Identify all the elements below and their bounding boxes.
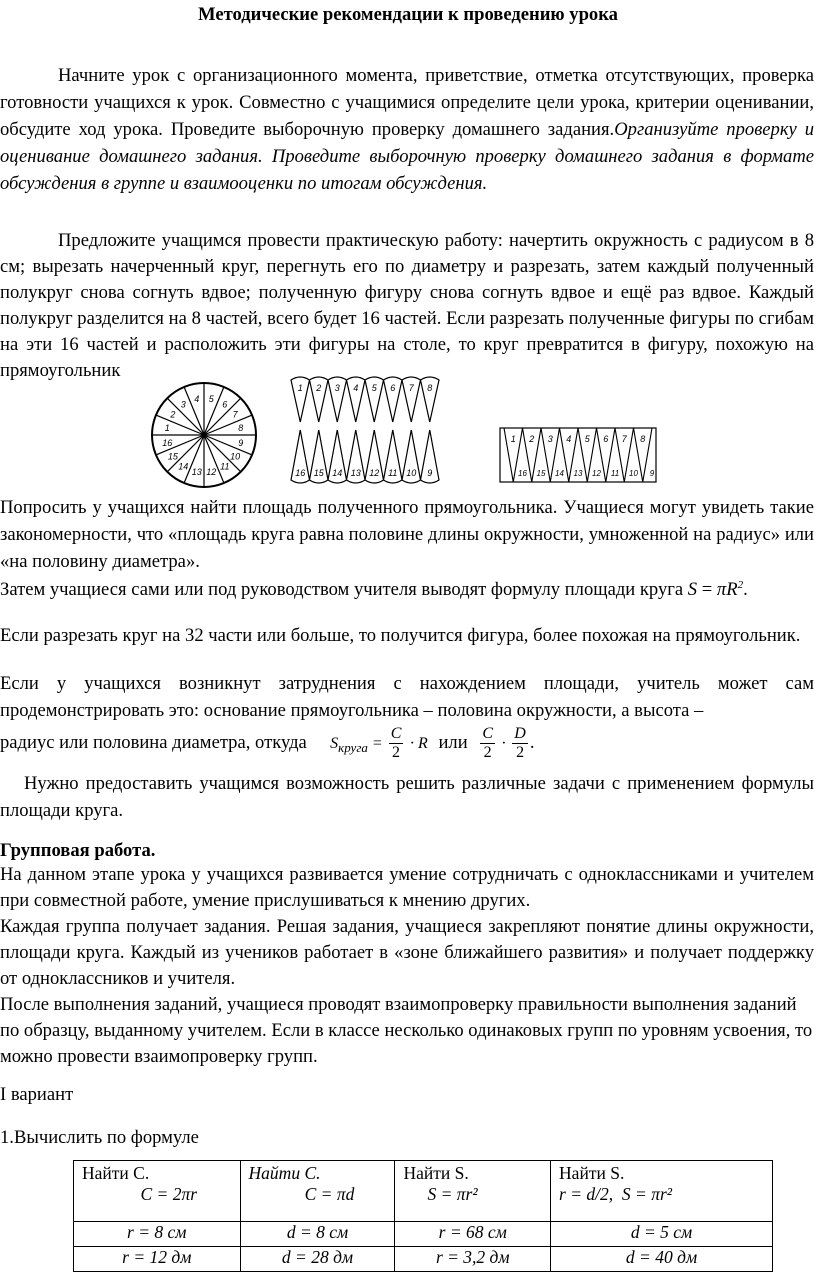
bottom-sector-label: 15 bbox=[313, 468, 324, 478]
sector-label: 6 bbox=[222, 399, 228, 410]
rect-top-label: 8 bbox=[640, 434, 646, 444]
sector-label: 13 bbox=[191, 467, 202, 478]
top-sector-label: 6 bbox=[390, 383, 396, 393]
paragraph-find-area: Попросить у учащихся найти площадь полученного прямоугольника. Учащиеся могут увидеть такие закономерности, что «площадь круга равна половине длины окружности, умноженной на радиус» или «на половину диаметра». bbox=[0, 497, 814, 572]
or-word: или bbox=[438, 732, 468, 753]
table-cell: r = 12 дм bbox=[74, 1247, 241, 1272]
table-cell: r = 3,2 дм bbox=[395, 1247, 551, 1272]
top-sector-label: 8 bbox=[427, 383, 433, 393]
intro-italic-text: Организуйте проверку и оценивание домашнего задания. Проведите выборочную проверку домашнего задания в формате обсуждения в группе и взаимооценки по итогам обсуждения. bbox=[0, 119, 814, 194]
bottom-sector-label: 10 bbox=[406, 468, 417, 478]
table-header-cell: Найти S. S = πr² bbox=[395, 1161, 551, 1222]
top-sector-label: 3 bbox=[334, 383, 340, 393]
table-cell: d = 40 дм bbox=[551, 1247, 773, 1272]
paragraph-group-tasks: Каждая группа получает задания. Решая задания, учащиеся закрепляют понятие длины окружности, площади круга. Каждый из учеников работает в «зоне ближайшего развития» и получает поддержку от одноклассников и учителя. bbox=[0, 916, 814, 989]
sector-label: 5 bbox=[208, 393, 214, 404]
rect-top-label: 3 bbox=[547, 434, 553, 444]
table-cell: d = 8 см bbox=[240, 1222, 395, 1247]
table-header-row bbox=[74, 1161, 773, 1222]
formula-s-kruga: $S_{круга}$ = bbox=[330, 735, 387, 756]
sector-label: 14 bbox=[178, 461, 189, 472]
rect-bottom-label: 10 bbox=[629, 469, 638, 478]
fraction-c-over-2: $\frac{C}{2}$ bbox=[390, 725, 402, 762]
group-work-heading: Групповая работа. bbox=[0, 840, 156, 861]
task-1-label: 1.Вычислить по формуле bbox=[0, 1127, 199, 1148]
bottom-sector-label: 9 bbox=[427, 468, 433, 478]
table-row bbox=[74, 1247, 773, 1272]
table-header-cell: Найти С. C = 2πr bbox=[74, 1161, 241, 1222]
sector-label: 2 bbox=[170, 409, 176, 420]
sector-label: 10 bbox=[230, 451, 241, 462]
top-sector-label: 2 bbox=[316, 383, 322, 393]
fraction-c-over-2b: $\frac{C}{2}$ bbox=[482, 725, 493, 762]
tasks-table bbox=[73, 1160, 773, 1272]
rect-bottom-label: 12 bbox=[592, 469, 601, 478]
intro-text: Начните урок с организационного момента, приветствие, отметка отсутствующих, проверка готовности учащихся к урок. Совместно с учащимися определите цели урока, критерии оценивании, обсудите ход урока. Проведите выборочную проверку домашнего задания. bbox=[0, 65, 814, 140]
bottom-sector-label: 14 bbox=[332, 468, 343, 478]
paragraph-teacher-demo: Если у учащихся возникнут затруднения с нахождением площади, учитель может сам продемонстрировать это: основание прямоугольника – половина окружности, а высота – bbox=[0, 673, 814, 721]
paragraph-area-formula: радиус или половина диаметра, откуда $S_{круга}$ = $\frac{C}{2}$ · R или $\frac{C}{2}$ · $\frac{D}{2}$ . bbox=[0, 725, 535, 762]
table-row bbox=[74, 1222, 773, 1247]
rectangle-like-drawing bbox=[496, 422, 666, 488]
fraction-d-over-2: $\frac{D}{2}$ bbox=[514, 725, 526, 762]
rect-top-label: 1 bbox=[510, 434, 516, 444]
sector-label: 1 bbox=[164, 423, 170, 434]
table-cell: r = 68 см bbox=[395, 1222, 551, 1247]
variant-label: I вариант bbox=[0, 1084, 74, 1105]
bottom-sector-label: 13 bbox=[350, 468, 361, 478]
paragraph-derive-formula: Затем учащиеся сами или под руководством учителя выводят формулу площади круга $S = \pi R^2$. bbox=[0, 579, 748, 601]
sector-label: 9 bbox=[238, 437, 244, 448]
area-formula-text: радиус или половина диаметра, откуда bbox=[0, 732, 307, 753]
table-header-cell: Найти С. C = πd bbox=[240, 1161, 395, 1222]
rect-bottom-label: 14 bbox=[555, 469, 564, 478]
rect-bottom-label: 9 bbox=[649, 469, 655, 478]
sector-label: 7 bbox=[232, 409, 238, 420]
derive-formula-text: Затем учащиеся сами или под руководством учителя выводят формулу площади круга bbox=[0, 579, 684, 601]
sector-rows-drawing bbox=[285, 372, 450, 487]
rect-bottom-label: 16 bbox=[518, 469, 527, 478]
top-sector-label: 4 bbox=[353, 383, 359, 393]
rect-top-label: 2 bbox=[529, 434, 535, 444]
table-cell: d = 5 см bbox=[551, 1222, 773, 1247]
sector-label: 11 bbox=[220, 461, 230, 472]
formula-s: S bbox=[687, 579, 698, 601]
sector-label: 12 bbox=[206, 467, 217, 478]
top-sector-label: 5 bbox=[371, 383, 377, 393]
sector-label: 3 bbox=[180, 399, 186, 410]
sector-label: 16 bbox=[162, 437, 173, 448]
rect-top-label: 5 bbox=[584, 434, 590, 444]
top-sector-label: 1 bbox=[297, 383, 303, 393]
bottom-sector-label: 12 bbox=[369, 468, 380, 478]
circle-sectors-drawing bbox=[146, 380, 266, 490]
circle-rearrangement-figure bbox=[0, 372, 816, 490]
rect-top-label: 4 bbox=[566, 434, 572, 444]
bottom-sector-label: 16 bbox=[295, 468, 306, 478]
formula-pi-r: $\pi R^2$ bbox=[716, 579, 744, 601]
paragraph-group-skills: На данном этапе урока у учащихся развивается умение сотрудничать с одноклассниками и учителем при совместной работе, умение прислушиваться к мнению других. bbox=[0, 864, 814, 911]
rect-top-label: 6 bbox=[603, 434, 609, 444]
sector-label: 15 bbox=[167, 451, 178, 462]
paragraph-practical-work: Предложите учащимся провести практическую работу: начертить окружность с радиусом в 8 см; вырезать начерченный круг, перегнуть его по диаметру и разрезать, затем каждый полученный полукруг снова согнуть вдвое; полученную фигуру снова согнуть вдвое и ещё раз вдвое. Каждый полукруг разделится на 8 частей, всего будет 16 частей. Если разрезать полученные фигуры по сгибам на эти 16 частей и расположить эти фигуры на столе, то круг превратится в фигуру, похожую на прямоугольник bbox=[0, 230, 814, 381]
paragraph-solve-tasks: Нужно предоставить учащимся возможность решить различные задачи с применением формулы площади круга. bbox=[0, 773, 814, 821]
rect-bottom-label: 11 bbox=[610, 469, 620, 478]
rect-bottom-label: 13 bbox=[573, 469, 583, 478]
table-cell: r = 8 см bbox=[74, 1222, 241, 1247]
top-sector-label: 7 bbox=[408, 383, 414, 393]
bottom-sector-label: 11 bbox=[388, 468, 398, 478]
sector-label: 8 bbox=[238, 423, 244, 434]
table-header-cell: Найти S. r = d/2, S = πr² bbox=[551, 1161, 773, 1222]
paragraph-32-parts: Если разрезать круг на 32 части или больше, то получится фигура, более похожая на прямоугольник. bbox=[0, 625, 801, 646]
page-title: Методические рекомендации к проведению урока bbox=[198, 4, 618, 25]
rect-top-label: 7 bbox=[621, 434, 627, 444]
paragraph-peer-review: После выполнения заданий, учащиеся проводят взаимопроверку правильности выполнения заданий по образцу, выданному учителем. Если в классе несколько одинаковых групп по уровням усвоения, то можно провести взаимопроверку групп. bbox=[0, 994, 813, 1067]
sector-label: 4 bbox=[194, 393, 200, 404]
rect-bottom-label: 15 bbox=[536, 469, 546, 478]
paragraph-intro bbox=[0, 62, 814, 197]
table-cell: d = 28 дм bbox=[240, 1247, 395, 1272]
